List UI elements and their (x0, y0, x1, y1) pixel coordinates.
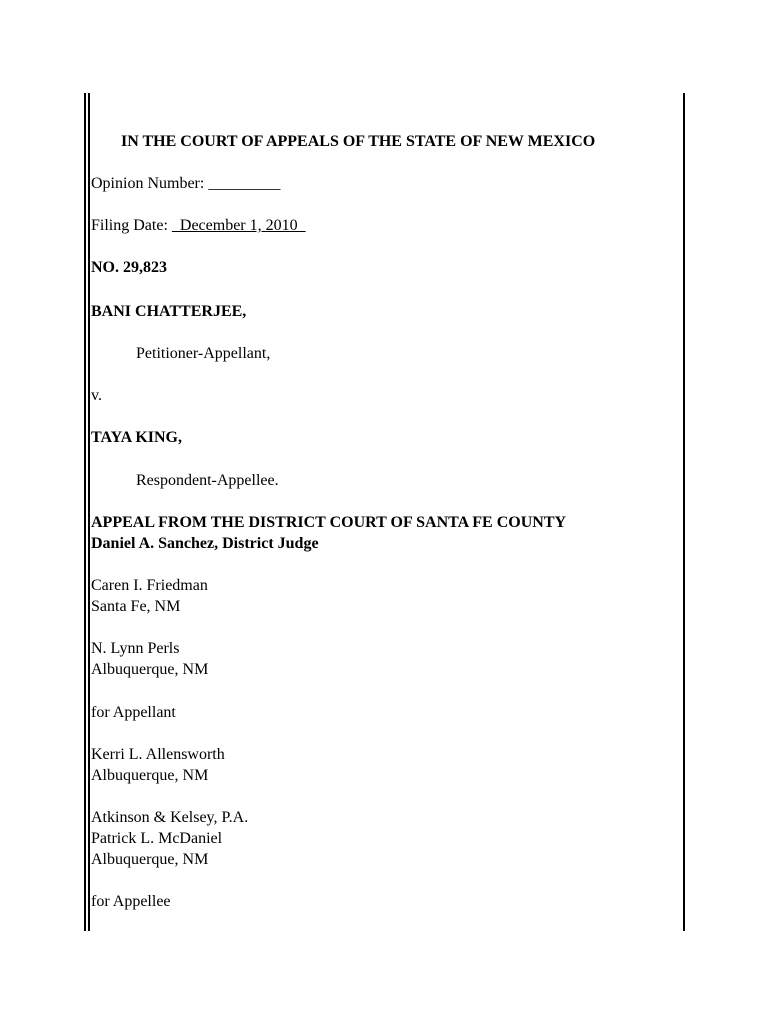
for-appellant: for Appellant (91, 704, 176, 721)
court-title: IN THE COURT OF APPEALS OF THE STATE OF NEW MEXICO (121, 133, 596, 150)
filing-date-line (91, 215, 306, 236)
docket-number: NO. 29,823 (91, 259, 167, 276)
counsel-appellee-1-city: Albuquerque, NM (91, 767, 209, 784)
for-appellee: for Appellee (91, 893, 171, 910)
opinion-number-value: _________ (208, 175, 281, 192)
counsel-appellee-1-name: Kerri L. Allensworth (91, 746, 225, 763)
filing-date-label: Filing Date: (91, 217, 168, 234)
respondent-role: Respondent-Appellee. (136, 472, 279, 489)
counsel-appellee-2-city: Albuquerque, NM (91, 851, 209, 868)
respondent-name: TAYA KING, (91, 429, 182, 446)
left-margin-rule-outer (84, 93, 86, 931)
counsel-appellant-2-city: Albuquerque, NM (91, 661, 209, 678)
petitioner-name: BANI CHATTERJEE, (91, 303, 247, 320)
versus: v. (91, 387, 102, 404)
counsel-appellee-2-name: Patrick L. McDaniel (91, 830, 223, 847)
counsel-appellant-1-city: Santa Fe, NM (91, 598, 181, 615)
appeal-line-1: APPEAL FROM THE DISTRICT COURT OF SANTA FE COUNTY (91, 514, 567, 531)
petitioner-role: Petitioner-Appellant, (136, 345, 271, 362)
filing-date-value: December 1, 2010 (171, 217, 306, 234)
opinion-number-line (91, 173, 280, 194)
left-margin-rule-inner (88, 93, 90, 931)
counsel-appellant-2-name: N. Lynn Perls (91, 640, 180, 657)
right-margin-rule (683, 93, 685, 931)
opinion-number-label: Opinion Number: (91, 175, 205, 192)
counsel-appellant-1-name: Caren I. Friedman (91, 577, 208, 594)
appeal-line-2: Daniel A. Sanchez, District Judge (91, 535, 319, 552)
counsel-appellee-2-firm: Atkinson & Kelsey, P.A. (91, 809, 249, 826)
